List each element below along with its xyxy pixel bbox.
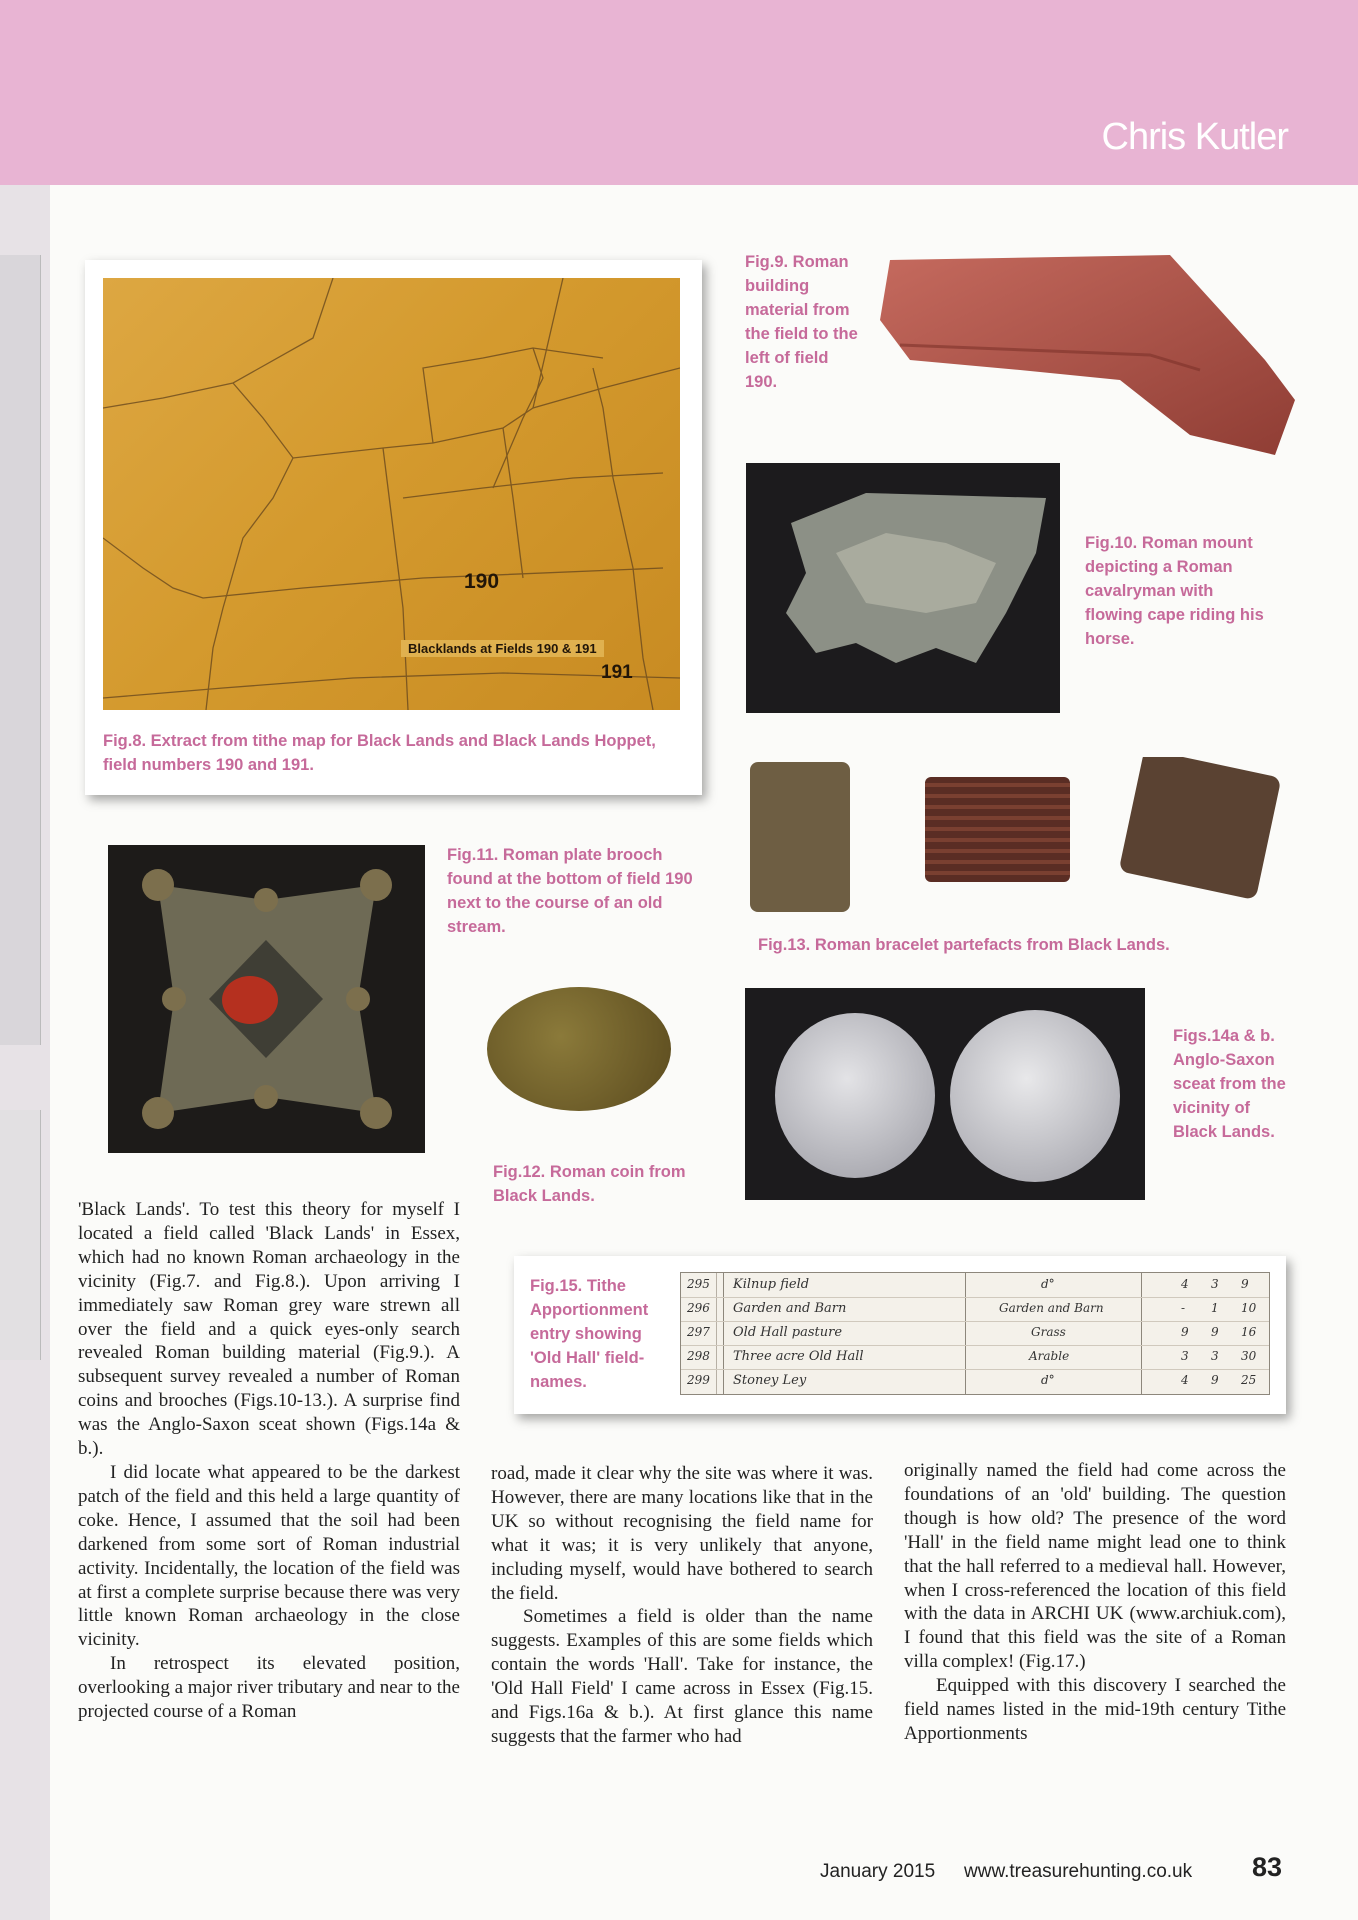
fig9-roman-tile-photo	[870, 250, 1300, 460]
previous-page-map-strip	[0, 255, 41, 1045]
tithe-perches: 10	[1241, 1301, 1257, 1315]
tithe-field-name: Stoney Ley	[733, 1373, 807, 1388]
tithe-acres: -	[1181, 1301, 1186, 1315]
tithe-use: Arable	[1029, 1349, 1070, 1363]
fig9-caption: Fig.9. Roman building material from the field to the left of field 190.	[745, 253, 858, 391]
article-column-1	[78, 1198, 460, 1724]
bracelet-fragment	[1119, 757, 1282, 900]
tithe-field-name: Garden and Barn	[733, 1301, 847, 1316]
article-paragraph: road, made it clear why the site was where it was. However, there are many locations like that in the UK so without recognising the field name for what it was; it is very unlikely that anyone, including myself, would have bothered to search the field.	[491, 1463, 873, 1604]
article-paragraph: 'Black Lands'. To test this theory for myself I located a field called 'Black Lands' in Essex, which had no known Roman archaeology in the vicinity (Fig.7. and Fig.8.). Upon arriving I immediately saw Roman grey ware strewn all over the field and a quick eyes-only search revealed Roman building material (Fig.9.). A subsequent survey revealed a number of Roman coins and brooches (Figs.10-13.). A surprise find was the Anglo-Saxon sceat shown (Figs.14a & b.).	[78, 1199, 460, 1460]
tithe-use: Garden and Barn	[999, 1301, 1104, 1315]
tithe-use: d°	[1041, 1373, 1055, 1387]
fig15-tithe-entry	[680, 1272, 1270, 1395]
footer-issue: January 2015	[820, 1861, 936, 1882]
fig14-sceat-photo	[745, 988, 1145, 1200]
tithe-roods: 3	[1211, 1277, 1219, 1291]
article-column-3	[904, 1459, 1286, 1746]
tithe-number: 297	[687, 1325, 710, 1339]
fig10-mount-photo	[746, 463, 1060, 713]
fig13-bracelet-photo	[745, 757, 1285, 912]
tithe-perches: 9	[1241, 1277, 1249, 1291]
roman-coin	[487, 987, 671, 1111]
tithe-roods: 1	[1211, 1301, 1219, 1315]
fig14-caption: Figs.14a & b. Anglo-Saxon sceat from the vicinity of Black Lands.	[1173, 1027, 1286, 1141]
tithe-use: d°	[1041, 1277, 1055, 1291]
tithe-number: 295	[687, 1277, 710, 1291]
article-paragraph: Equipped with this discovery I searched the field names listed in the mid-19th century Tithe Apportionments	[904, 1675, 1286, 1744]
tithe-field-name: Old Hall pasture	[733, 1325, 843, 1340]
sceat-coin-b	[950, 1010, 1120, 1182]
footer-page-number: 83	[1252, 1852, 1283, 1882]
tithe-number: 296	[687, 1301, 710, 1315]
fig10-caption: Fig.10. Roman mount depicting a Roman cavalryman with flowing cape riding his horse.	[1085, 534, 1264, 648]
article-column-2	[491, 1462, 873, 1749]
tithe-perches: 25	[1241, 1373, 1257, 1387]
previous-page-strip	[0, 1110, 41, 1360]
tithe-acres: 9	[1181, 1325, 1189, 1339]
author-name: Chris Kutler	[1101, 116, 1288, 158]
bracelet-fragment	[750, 762, 850, 912]
tithe-field-name: Three acre Old Hall	[733, 1349, 864, 1364]
cavalry-mount-shape	[746, 463, 1060, 713]
fig11-brooch-photo	[108, 845, 425, 1153]
map-field-191-number: 191	[601, 662, 633, 683]
fig8-tithe-map	[103, 278, 680, 710]
tithe-perches: 30	[1241, 1349, 1257, 1363]
footer-website: www.treasurehunting.co.uk	[964, 1861, 1193, 1882]
header-band	[0, 0, 1358, 185]
fig13-caption: Fig.13. Roman bracelet partefacts from Black Lands.	[758, 936, 1170, 954]
tithe-number: 299	[687, 1373, 710, 1387]
tithe-acres: 3	[1181, 1349, 1189, 1363]
tithe-perches: 16	[1241, 1325, 1257, 1339]
sceat-coin-a	[775, 1013, 935, 1178]
article-paragraph: originally named the field had come across the foundations of an 'old' building. The question though is how old? The presence of the word 'Hall' in the field name might lead one to think that the hall referred to a medieval hall. However, when I cross-referenced the location of this field with the data in ARCHI UK (www.archiuk.com), I found that this field was the site of a Roman villa complex! (Fig.17.)	[904, 1460, 1286, 1673]
tithe-field-name: Kilnup field	[733, 1277, 810, 1292]
tithe-roods: 3	[1211, 1349, 1219, 1363]
article-paragraph: Sometimes a field is older than the name suggests. Examples of this are some fields which contain the words 'Hall'. Take for instance, the 'Old Hall Field' I came across in Essex (Fig.15. and Figs.16a & b.). At first glance this name suggests that the farmer who had	[491, 1606, 873, 1747]
fig12-coin-photo	[482, 990, 678, 1108]
fig12-caption: Fig.12. Roman coin from Black Lands.	[493, 1163, 686, 1205]
fig11-caption: Fig.11. Roman plate brooch found at the bottom of field 190 next to the course of an old stream.	[447, 846, 693, 936]
fig15-caption: Fig.15. Tithe Apportionment entry showing 'Old Hall' field-names.	[530, 1277, 649, 1391]
previous-page-edge	[0, 0, 52, 1920]
tithe-number: 298	[687, 1349, 710, 1363]
tithe-roods: 9	[1211, 1373, 1219, 1387]
article-paragraph: In retrospect its elevated position, overlooking a major river tributary and near to the projected course of a Roman	[78, 1653, 460, 1723]
bracelet-fragment	[925, 777, 1070, 882]
article-paragraph: I did locate what appeared to be the darkest patch of the field and this held a large quantity of coke. Hence, I assumed that the soil had been darkened from some sort of Roman industrial activity. Incidentally, the location of the field was at first a complete surprise because there was very little known Roman archaeology in the close vicinity.	[78, 1461, 460, 1651]
tithe-use: Grass	[1031, 1325, 1066, 1339]
tithe-acres: 4	[1181, 1373, 1189, 1387]
tithe-roods: 9	[1211, 1325, 1219, 1339]
plate-brooch-shape	[108, 845, 425, 1153]
roman-tile-shape	[870, 250, 1300, 460]
map-label: Blacklands at Fields 190 & 191	[401, 640, 604, 657]
tithe-acres: 4	[1181, 1277, 1189, 1291]
fig8-caption: Fig.8. Extract from tithe map for Black Lands and Black Lands Hoppet, field numbers 190 and 191.	[103, 732, 656, 774]
map-field-190-number: 190	[464, 570, 500, 593]
